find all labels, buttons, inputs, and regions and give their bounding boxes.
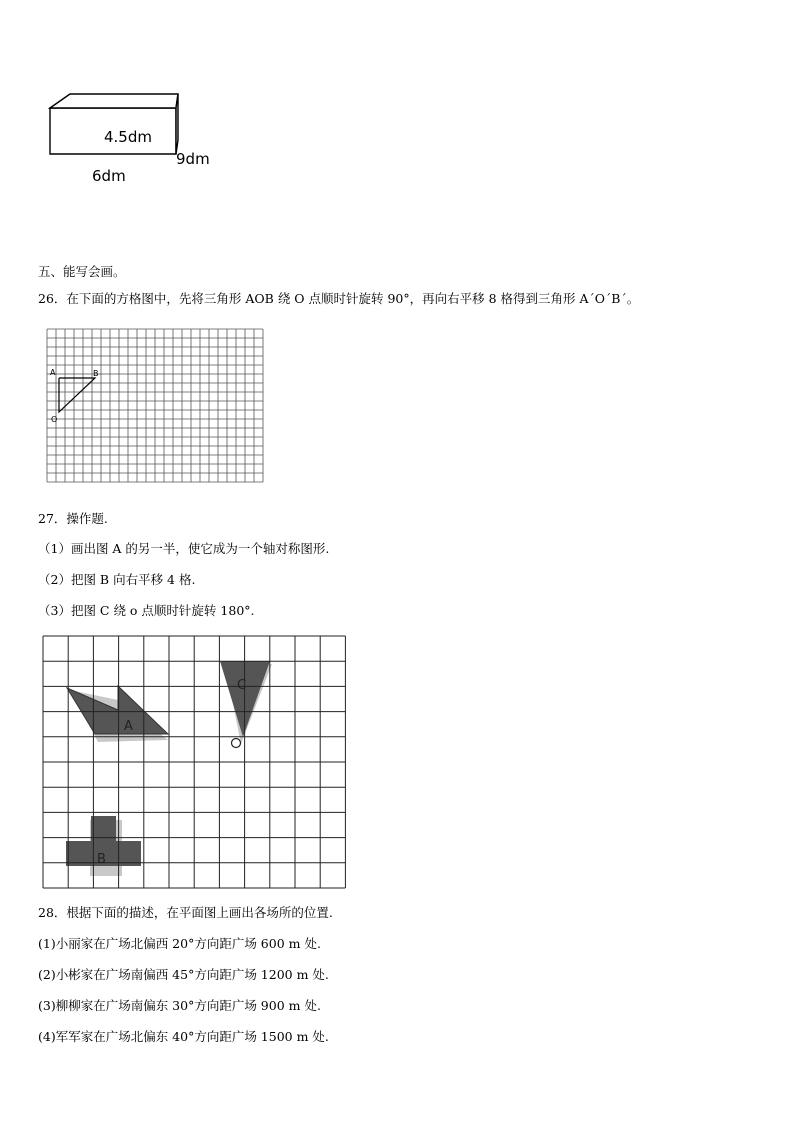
q27-item-3: （3）把图 C 绕 o 点顺时针旋转 180°. xyxy=(38,603,255,618)
q27-grid xyxy=(40,630,356,898)
q27-grid-figure xyxy=(40,630,356,898)
q26-grid xyxy=(44,326,270,486)
cuboid-depth-label: 9dm xyxy=(176,150,210,168)
q28-item-4: (4)军军家在广场北偏东 40°方向距广场 1500 m 处. xyxy=(38,1029,329,1044)
q27-item-1: （1）画出图 A 的另一半，使它成为一个轴对称图形. xyxy=(38,541,330,556)
q27-label-c: C xyxy=(237,678,247,693)
point-o-marker xyxy=(232,739,241,748)
q27-item-2: （2）把图 B 向右平移 4 格. xyxy=(38,572,196,587)
q27-label-b: B xyxy=(97,852,106,867)
q26-label-b: B xyxy=(93,369,99,378)
cuboid-height-label: 4.5dm xyxy=(104,128,152,146)
q28-item-3: (3)柳柳家在广场南偏东 30°方向距广场 900 m 处. xyxy=(38,998,321,1013)
q26-text: 26．在下面的方格图中，先将三角形 AOB 绕 O 点顺时针旋转 90°，再向右平移 8 格得到三角形 A´O´B´。 xyxy=(38,291,640,306)
q27-label-a: A xyxy=(124,719,133,734)
cuboid-top-face xyxy=(50,94,178,108)
q27-title: 27．操作题. xyxy=(38,511,108,526)
q26-label-a: A xyxy=(50,368,56,377)
q28-item-2: (2)小彬家在广场南偏西 45°方向距广场 1200 m 处. xyxy=(38,967,329,982)
q28-item-1: (1)小丽家在广场北偏西 20°方向距广场 600 m 处. xyxy=(38,936,321,951)
q26-label-o: O xyxy=(51,415,58,424)
cuboid-side-face xyxy=(176,94,178,154)
q26-grid-figure xyxy=(44,326,270,486)
cuboid-length-label: 6dm xyxy=(92,167,126,185)
section-title: 五、能写会画。 xyxy=(38,264,126,279)
q28-title: 28．根据下面的描述，在平面图上画出各场所的位置. xyxy=(38,905,333,920)
